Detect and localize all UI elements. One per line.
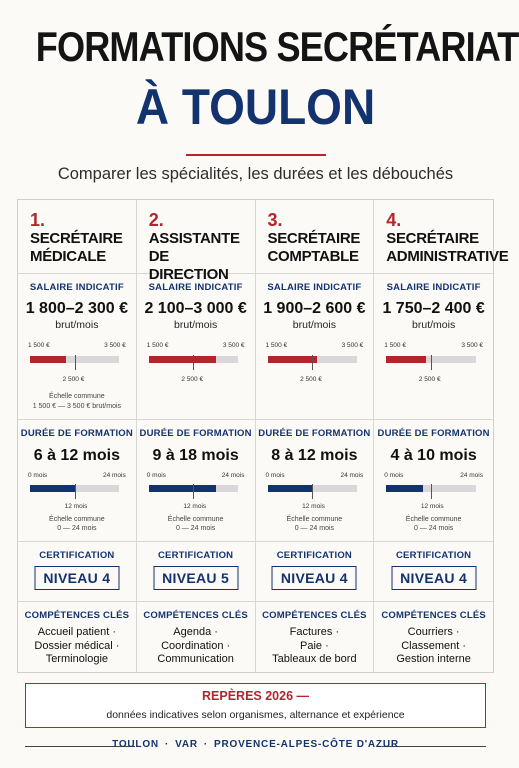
duration-bar-fill — [268, 485, 313, 492]
specialty-number: 4. — [386, 210, 402, 230]
duration-bar-fill — [386, 485, 423, 492]
salary-scale-min: 1 500 € — [28, 342, 50, 349]
salary-bar-fill — [386, 356, 426, 363]
salary-bar-fill — [268, 356, 317, 363]
cert-cell — [18, 542, 137, 602]
duration-cell — [374, 420, 493, 542]
skills-label: COMPÉTENCES CLÉS — [381, 610, 486, 621]
duration-value: 6 à 12 mois — [33, 447, 121, 464]
salary-cell — [256, 274, 375, 420]
head-cell — [18, 200, 137, 274]
duration-scale-mid: 12 mois — [64, 503, 88, 510]
duration-cell — [137, 420, 256, 542]
skills-label: COMPÉTENCES CLÉS — [262, 610, 367, 621]
salary-midpoint-marker — [193, 355, 194, 370]
duration-value: 4 à 10 mois — [390, 447, 477, 464]
salary-scale-mid: 2 500 € — [418, 376, 441, 383]
skills-list — [18, 626, 136, 667]
salary-label: SALAIRE INDICATIF — [148, 282, 243, 293]
salary-scale-min: 1 500 € — [384, 342, 406, 349]
specialty-number: 2. — [148, 210, 164, 230]
specialty-name-line1: ASSISTANTE — [148, 230, 240, 247]
salary-scale-max: 3 500 € — [341, 342, 364, 349]
duration-label: DURÉE DE FORMATION — [258, 428, 371, 439]
salary-unit: brut/mois — [174, 319, 218, 331]
duration-cell — [18, 420, 137, 542]
specialty-name-line1: SECRÉTAIRE — [267, 230, 361, 247]
skill-item: Gestion interne — [396, 653, 471, 665]
duration-scale-min: 0 mois — [146, 472, 166, 479]
page-subtitle: Comparer les spécialités, les durées et les débouchés — [57, 165, 454, 183]
duration-bar-track — [268, 485, 357, 492]
skill-item: Coordination · — [161, 639, 231, 652]
skills-cell — [18, 602, 137, 672]
specialty-number: 3. — [267, 210, 283, 230]
duration-value: 8 à 12 mois — [271, 447, 358, 464]
certification-level-badge: NIVEAU 5 — [153, 566, 238, 590]
skills-list — [374, 626, 493, 667]
salary-scale-min: 1 500 € — [265, 342, 288, 349]
skills-list — [256, 626, 374, 667]
skill-item: Tableaux de bord — [272, 653, 357, 665]
skill-item: Factures · — [289, 626, 340, 638]
salary-bar-fill — [149, 356, 216, 363]
salary-scale-max: 3 500 € — [222, 342, 245, 349]
footer-item: VAR — [175, 739, 198, 750]
salary-bar-track — [386, 356, 475, 363]
skill-item: Paie · — [300, 639, 329, 652]
duration-scale-max: 24 mois — [460, 472, 483, 479]
duration-scale-note-line2: 0 — 24 mois — [294, 525, 335, 532]
skill-item: Courriers · — [407, 626, 460, 638]
skills-cell — [256, 602, 375, 672]
notice-title: REPÈRES 2026 — — [202, 689, 309, 703]
duration-scale-note-line1: Échelle commune — [49, 516, 105, 523]
duration-midpoint-marker — [312, 484, 313, 499]
specialty-name-line2: DE DIRECTION — [148, 248, 229, 283]
specialty-number: 1. — [30, 210, 46, 230]
duration-bar-fill — [149, 485, 216, 492]
duration-scale-mid: 12 mois — [183, 503, 207, 510]
salary-scale-max: 3 500 € — [461, 342, 483, 349]
duration-scale-max: 24 mois — [102, 472, 126, 479]
cert-cell — [256, 542, 375, 602]
salary-unit: brut/mois — [55, 319, 99, 331]
salary-scale-mid: 2 500 € — [181, 376, 204, 383]
specialty-name-line2: COMPTABLE — [267, 248, 359, 265]
duration-scale-mid: 12 mois — [420, 503, 444, 510]
skills-label: COMPÉTENCES CLÉS — [24, 610, 130, 621]
duration-value: 9 à 18 mois — [152, 447, 239, 464]
certification-label: CERTIFICATION — [395, 550, 472, 561]
salary-scale-note-line2: 1 500 € — 3 500 € brut/mois — [32, 403, 122, 410]
duration-bar-track — [30, 485, 119, 492]
skills-cell — [374, 602, 493, 672]
duration-label: DURÉE DE FORMATION — [20, 428, 133, 439]
salary-cell — [18, 274, 137, 420]
duration-scale-min: 0 mois — [384, 472, 404, 479]
skill-item: Classement · — [401, 639, 467, 652]
footer-separator: · — [164, 739, 170, 750]
duration-bar-track — [386, 485, 475, 492]
head-cell — [256, 200, 375, 274]
duration-midpoint-marker — [431, 484, 432, 499]
cert-cell — [137, 542, 256, 602]
duration-bar-fill — [30, 485, 75, 492]
salary-bar-fill — [30, 356, 66, 363]
duration-scale-max: 24 mois — [221, 472, 245, 479]
salary-scale-mid: 2 500 € — [62, 376, 85, 383]
duration-scale-max: 24 mois — [340, 472, 364, 479]
duration-midpoint-marker — [75, 484, 76, 499]
skill-item: Agenda · — [173, 626, 218, 638]
skill-item: Terminologie — [45, 653, 109, 665]
duration-scale-note-line2: 0 — 24 mois — [57, 525, 97, 532]
salary-label: SALAIRE INDICATIF — [267, 282, 362, 293]
salary-unit: brut/mois — [412, 319, 456, 331]
salary-bar-track — [149, 356, 238, 363]
duration-scale-note-line1: Échelle commune — [405, 516, 462, 523]
salary-value: 1 750–2 400 € — [382, 300, 485, 317]
specialty-name-line1: SECRÉTAIRE — [30, 230, 123, 247]
duration-scale-note-line2: 0 — 24 mois — [413, 525, 454, 532]
duration-bar-track — [149, 485, 238, 492]
salary-scale-mid: 2 500 € — [300, 376, 322, 383]
duration-scale-min: 0 mois — [28, 472, 48, 479]
salary-label: SALAIRE INDICATIF — [29, 282, 124, 293]
specialty-name-line2: ADMINISTRATIVE — [386, 248, 509, 265]
skills-list — [137, 626, 255, 667]
certification-level-badge: NIVEAU 4 — [391, 566, 476, 590]
duration-scale-note-line1: Échelle commune — [286, 516, 343, 523]
specialty-name — [268, 230, 370, 266]
duration-label: DURÉE DE FORMATION — [377, 428, 490, 439]
footer-locations — [0, 739, 511, 750]
salary-scale-max: 3 500 € — [104, 342, 126, 349]
duration-cell — [256, 420, 375, 542]
comparison-grid — [17, 199, 509, 673]
duration-label: DURÉE DE FORMATION — [139, 428, 252, 439]
salary-bar-track — [268, 356, 357, 363]
skill-item: Dossier médical · — [34, 639, 120, 652]
salary-cell — [137, 274, 256, 420]
salary-midpoint-marker — [75, 355, 76, 370]
certification-level-badge: NIVEAU 4 — [272, 566, 357, 590]
salary-midpoint-marker — [431, 355, 432, 370]
skill-item: Communication — [157, 653, 234, 665]
skill-item: Accueil patient · — [37, 626, 116, 638]
title-divider — [186, 154, 326, 156]
footer-item: PROVENCE-ALPES-CÔTE D'AZUR — [214, 739, 399, 750]
skills-label: COMPÉTENCES CLÉS — [143, 610, 248, 621]
specialty-name — [30, 230, 132, 266]
salary-label: SALAIRE INDICATIF — [386, 282, 481, 293]
certification-label: CERTIFICATION — [276, 550, 352, 561]
salary-cell — [374, 274, 493, 420]
cert-cell — [374, 542, 493, 602]
duration-scale-min: 0 mois — [265, 472, 285, 479]
specialty-name — [386, 230, 509, 266]
salary-scale-note-line1: Échelle commune — [49, 393, 105, 400]
head-cell — [374, 200, 509, 274]
page-title-line1: FORMATIONS SECRÉTARIAT — [35, 23, 519, 70]
duration-scale-mid: 12 mois — [302, 503, 325, 510]
notice-box — [25, 683, 486, 728]
footer-separator: · — [203, 739, 209, 750]
salary-value: 1 900–2 600 € — [263, 300, 366, 317]
certification-label: CERTIFICATION — [39, 550, 115, 561]
certification-level-badge: NIVEAU 4 — [34, 566, 119, 590]
salary-bar-track — [30, 356, 119, 363]
salary-value: 2 100–3 000 € — [144, 300, 247, 317]
salary-value: 1 800–2 300 € — [25, 300, 129, 317]
certification-label: CERTIFICATION — [157, 550, 234, 561]
page-title-line2: À TOULON — [135, 79, 376, 135]
notice-subtitle: données indicatives selon organismes, alternance et expérience — [106, 709, 405, 721]
specialty-name-line2: MÉDICALE — [30, 248, 106, 265]
head-cell — [137, 200, 256, 283]
specialty-name-line1: SECRÉTAIRE — [386, 230, 479, 247]
salary-scale-min: 1 500 € — [146, 342, 169, 349]
footer-item: TOULON — [112, 739, 159, 750]
duration-scale-note-line1: Échelle commune — [167, 516, 224, 523]
salary-unit: brut/mois — [292, 319, 336, 331]
duration-scale-note-line2: 0 — 24 mois — [175, 525, 216, 532]
skills-cell — [137, 602, 256, 672]
duration-midpoint-marker — [193, 484, 194, 499]
salary-midpoint-marker — [312, 355, 313, 370]
